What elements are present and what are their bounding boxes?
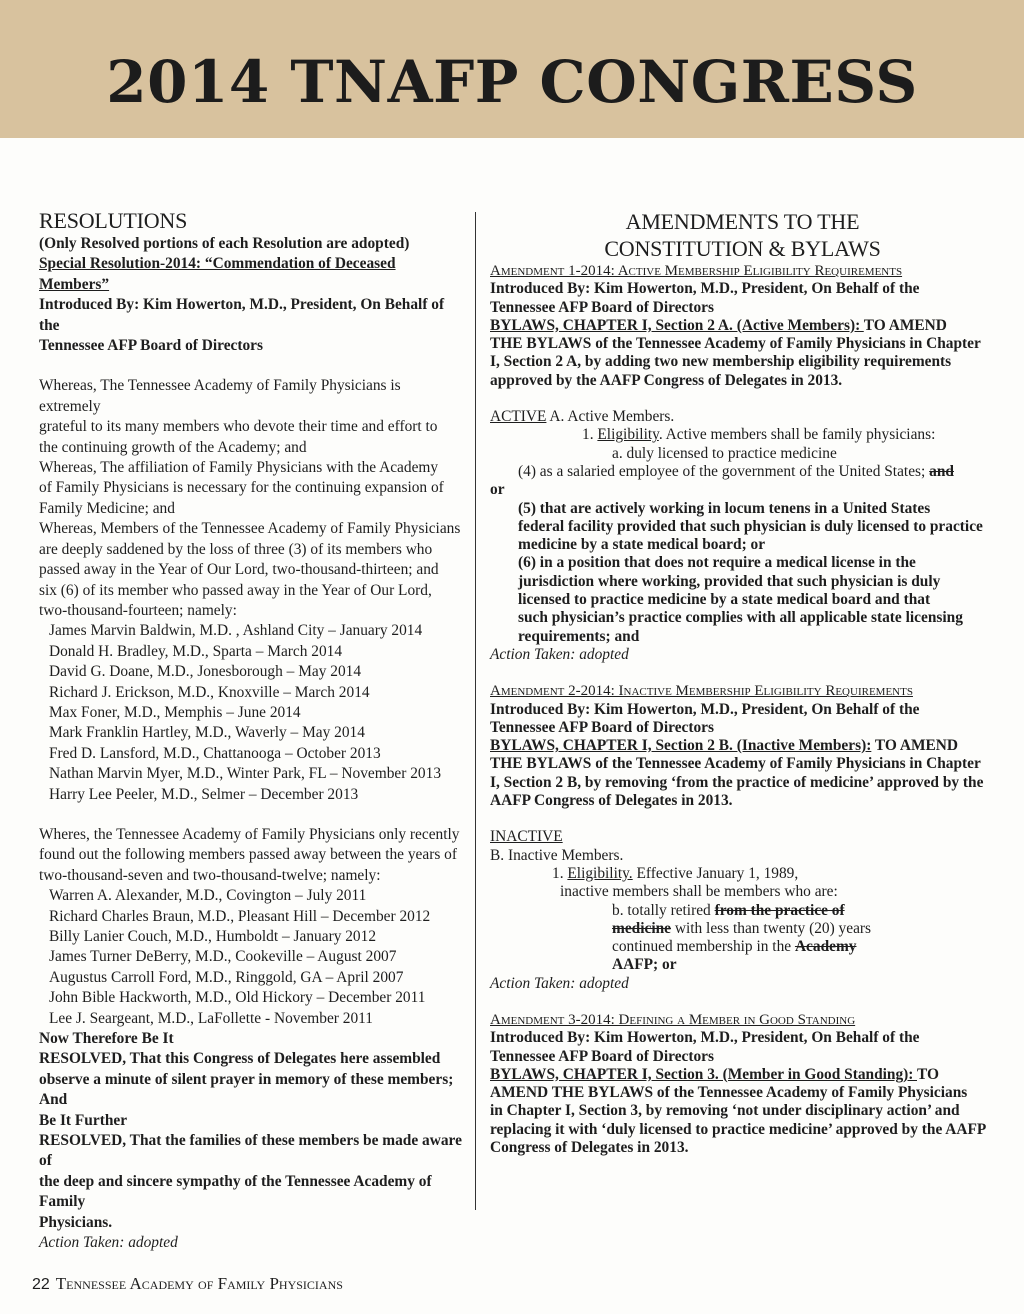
inactive-eligibility-line: 1. Eligibility. Effective January 1, 1989,	[552, 864, 799, 882]
bylaw-reference: BYLAWS, CHAPTER I, Section 2 B. (Inactive Members):	[490, 737, 872, 755]
whereas-line: Whereas, The Tennessee Academy of Family Physicians is extremely	[39, 377, 401, 415]
list-item: James Turner DeBerry, M.D., Cookeville – August 2007	[49, 948, 397, 966]
list-item: Donald H. Bradley, M.D., Sparta – March 2014	[49, 642, 343, 660]
item-4-or: or	[490, 481, 505, 499]
list-item: Billy Lanier Couch, M.D., Humboldt – January 2012	[49, 928, 377, 945]
whereas-line: found out the following members passed away between the years of	[39, 846, 457, 864]
list-item: Harry Lee Peeler, M.D., Selmer – December 2013	[49, 785, 359, 803]
inactive-members-line: B. Inactive Members.	[490, 846, 624, 864]
whereas-line: Whereas, The affiliation of Family Physicians with the Academy	[39, 459, 439, 477]
amendment-1-introduced-cont: Tennessee AFP Board of Directors	[490, 298, 714, 316]
bylaw-line: in Chapter I, Section 3, by removing ‘not under disciplinary action’ and	[490, 1102, 960, 1120]
resolved-line: Be It Further	[39, 1111, 128, 1129]
item-b: b. totally retired from the practice of	[612, 901, 845, 919]
introduced-by: Introduced By: Kim Howerton, M.D., President, On Behalf of the	[39, 296, 445, 334]
amendment-2-heading: Amendment 2-2014: Inactive Membership Eligibility Requirements	[490, 683, 913, 700]
amendment-2-bylaw	[490, 737, 995, 755]
whereas-line: are deeply saddened by the loss of three (3) of its members who	[39, 540, 433, 558]
whereas-line: six (6) of its member who passed away in the Year of Our Lord,	[39, 581, 432, 599]
column-divider	[475, 212, 476, 1210]
active-word: ACTIVE	[490, 408, 547, 426]
whereas-line: of Family Physicians is necessary for the continuing expansion of	[39, 479, 444, 497]
page-number: 22	[32, 1276, 50, 1293]
inactive-word: INACTIVE	[490, 828, 563, 846]
resolved-line: Physicians.	[39, 1213, 113, 1231]
resolved-line: observe a minute of silent prayer in memory of these members; And	[39, 1070, 454, 1109]
bylaw-line: I, Section 2 B, by removing ‘from the practice of medicine’ approved by the	[490, 773, 984, 791]
whereas-clauses-2	[39, 825, 464, 886]
whereas-line: passed away in the Year of Our Lord, two-thousand-thirteen; and	[39, 561, 439, 579]
action-taken: Action Taken: adopted	[39, 1234, 178, 1252]
amendment-3-introduced-cont: Tennessee AFP Board of Directors	[490, 1047, 714, 1065]
page-title: 2014 TNAFP CONGRESS	[106, 48, 918, 116]
whereas-line: two-thousand-seven and two-thousand-twelve; namely:	[39, 866, 381, 884]
bylaw-line: AMEND THE BYLAWS of the Tennessee Academy of Family Physicians	[490, 1084, 968, 1102]
deceased-members-list	[39, 621, 464, 805]
page-footer	[32, 1274, 343, 1294]
amendment-3-introduced: Introduced By: Kim Howerton, M.D., President, On Behalf of the	[490, 1029, 920, 1047]
amendments-column	[490, 206, 995, 1157]
list-item: Max Foner, M.D., Memphis – June 2014	[49, 703, 301, 721]
amendments-title-line-2: CONSTITUTION & BYLAWS	[604, 236, 881, 261]
eligibility-line: 1. Eligibility. Active members shall be family physicians:	[582, 426, 936, 444]
item-b-cont-2: continued membership in the Academy	[612, 938, 857, 956]
amendment-2-introduced: Introduced By: Kim Howerton, M.D., President, On Behalf of the	[490, 700, 920, 718]
whereas-line: the continuing growth of the Academy; and	[39, 438, 307, 456]
eligibility-word: Eligibility	[597, 426, 659, 444]
struck-text: from the practice of	[714, 901, 845, 919]
amendments-title	[490, 206, 995, 262]
resolved-clauses	[39, 1029, 464, 1233]
bylaw-reference: BYLAWS, CHAPTER I, Section 3. (Member in Good Standing):	[490, 1065, 917, 1083]
bylaw-reference: BYLAWS, CHAPTER I, Section 2 A. (Active Members):	[490, 316, 864, 334]
bylaw-text: TO AMEND	[871, 737, 958, 755]
item-a: a. duly licensed to practice medicine	[612, 444, 837, 462]
struck-text: Academy	[794, 938, 857, 956]
item-4: (4) as a salaried employee of the government of the United States; and	[518, 462, 954, 480]
bylaw-text: TO	[917, 1065, 939, 1083]
list-item: John Bible Hackworth, M.D., Old Hickory – December 2011	[49, 989, 426, 1007]
whereas-clauses	[39, 376, 464, 621]
bylaw-line: I, Section 2 A, by adding two new membership eligibility requirements	[490, 353, 952, 371]
list-item: Lee J. Seargeant, M.D., LaFollette - November 2011	[49, 1009, 373, 1027]
deceased-members-list-2	[39, 886, 464, 1029]
list-item: Richard J. Erickson, M.D., Knoxville – March 2014	[49, 683, 370, 701]
active-members-line: ACTIVE A. Active Members.	[490, 408, 675, 426]
resolved-line: RESOLVED, That the families of these members be made aware of	[39, 1132, 462, 1170]
resolved-line: Now Therefore Be It	[39, 1030, 174, 1048]
bylaw-line: approved by the AAFP Congress of Delegates in 2013.	[490, 371, 843, 389]
list-item: Warren A. Alexander, M.D., Covington – July 2011	[49, 887, 367, 905]
header-banner	[0, 0, 1024, 138]
bylaw-line: THE BYLAWS of the Tennessee Academy of Family Physicians in Chapter	[490, 335, 981, 353]
whereas-line: Whereas, Members of the Tennessee Academy of Family Physicians	[39, 520, 461, 538]
bylaw-line: THE BYLAWS of the Tennessee Academy of Family Physicians in Chapter	[490, 755, 981, 773]
amendment-3-heading: Amendment 3-2014: Defining a Member in Good Standing	[490, 1011, 856, 1028]
introduced-by-cont: Tennessee AFP Board of Directors	[39, 337, 263, 355]
list-item: Nathan Marvin Myer, M.D., Winter Park, FL – November 2013	[49, 765, 442, 783]
item-5: (5) that are actively working in locum tenens in a United States federal facility provided that such physician is duly licensed to practice medicine by a state medical board; or	[518, 499, 983, 554]
amendments-title-line-1: AMENDMENTS TO THE	[625, 209, 860, 234]
eligibility-word: Eligibility.	[567, 864, 633, 882]
amendment-3-bylaw	[490, 1066, 995, 1084]
special-resolution-title-cont: Members”	[39, 275, 110, 293]
resolutions-column	[39, 206, 464, 1254]
struck-text: and	[929, 462, 954, 480]
item-6: (6) in a position that does not require a medical license in the jurisdiction where working, provided that such physician is duly licensed to practice medicine by a state medical board and that such physician’s practice complies with all applicable state licensing requirements; and	[518, 554, 963, 645]
list-item: Richard Charles Braun, M.D., Pleasant Hill – December 2012	[49, 907, 431, 925]
list-item: Augustus Carroll Ford, M.D., Ringgold, GA – April 2007	[49, 968, 404, 986]
resolved-line: RESOLVED, That this Congress of Delegates here assembled	[39, 1050, 441, 1068]
list-item: David G. Doane, M.D., Jonesborough – May 2014	[49, 663, 362, 681]
whereas-line: Wheres, the Tennessee Academy of Family Physicians only recently	[39, 825, 460, 843]
whereas-line: grateful to its many members who devote their time and effort to	[39, 418, 438, 436]
item-b-cont-3: AAFP; or	[612, 956, 677, 974]
bylaw-line: AAFP Congress of Delegates in 2013.	[490, 792, 733, 810]
list-item: James Marvin Baldwin, M.D. , Ashland City – January 2014	[49, 622, 423, 640]
list-item: Fred D. Lansford, M.D., Chattanooga – October 2013	[49, 744, 381, 762]
resolved-line: the deep and sincere sympathy of the Tennessee Academy of Family	[39, 1172, 432, 1211]
bylaw-line: replacing it with ‘duly licensed to practice medicine’ approved by the AAFP	[490, 1120, 987, 1138]
amendment-1-introduced: Introduced By: Kim Howerton, M.D., President, On Behalf of the	[490, 280, 920, 298]
resolutions-title: RESOLUTIONS	[39, 208, 188, 233]
inactive-eligibility-line-2: inactive members shall be members who are:	[560, 883, 838, 901]
amendment-2-introduced-cont: Tennessee AFP Board of Directors	[490, 718, 714, 736]
whereas-line: Family Medicine; and	[39, 499, 175, 517]
item-b-cont: medicine with less than twenty (20) years	[612, 919, 872, 937]
resolutions-note: (Only Resolved portions of each Resolution are adopted)	[39, 235, 410, 252]
amendment-1-heading: Amendment 1-2014: Active Membership Eligibility Requirements	[490, 263, 903, 279]
amendment-2-action: Action Taken: adopted	[490, 974, 629, 992]
bylaw-text: TO AMEND	[863, 316, 947, 334]
bylaw-line: Congress of Delegates in 2013.	[490, 1139, 689, 1157]
struck-text: medicine	[612, 919, 671, 937]
footer-org: Tennessee Academy of Family Physicians	[55, 1274, 343, 1293]
special-resolution-title: Special Resolution-2014: “Commendation of Deceased	[39, 255, 396, 273]
amendment-1-bylaw	[490, 317, 995, 335]
list-item: Mark Franklin Hartley, M.D., Waverly – May 2014	[49, 724, 365, 742]
whereas-line: two-thousand-fourteen; namely:	[39, 601, 237, 619]
amendment-1-action: Action Taken: adopted	[490, 645, 629, 663]
